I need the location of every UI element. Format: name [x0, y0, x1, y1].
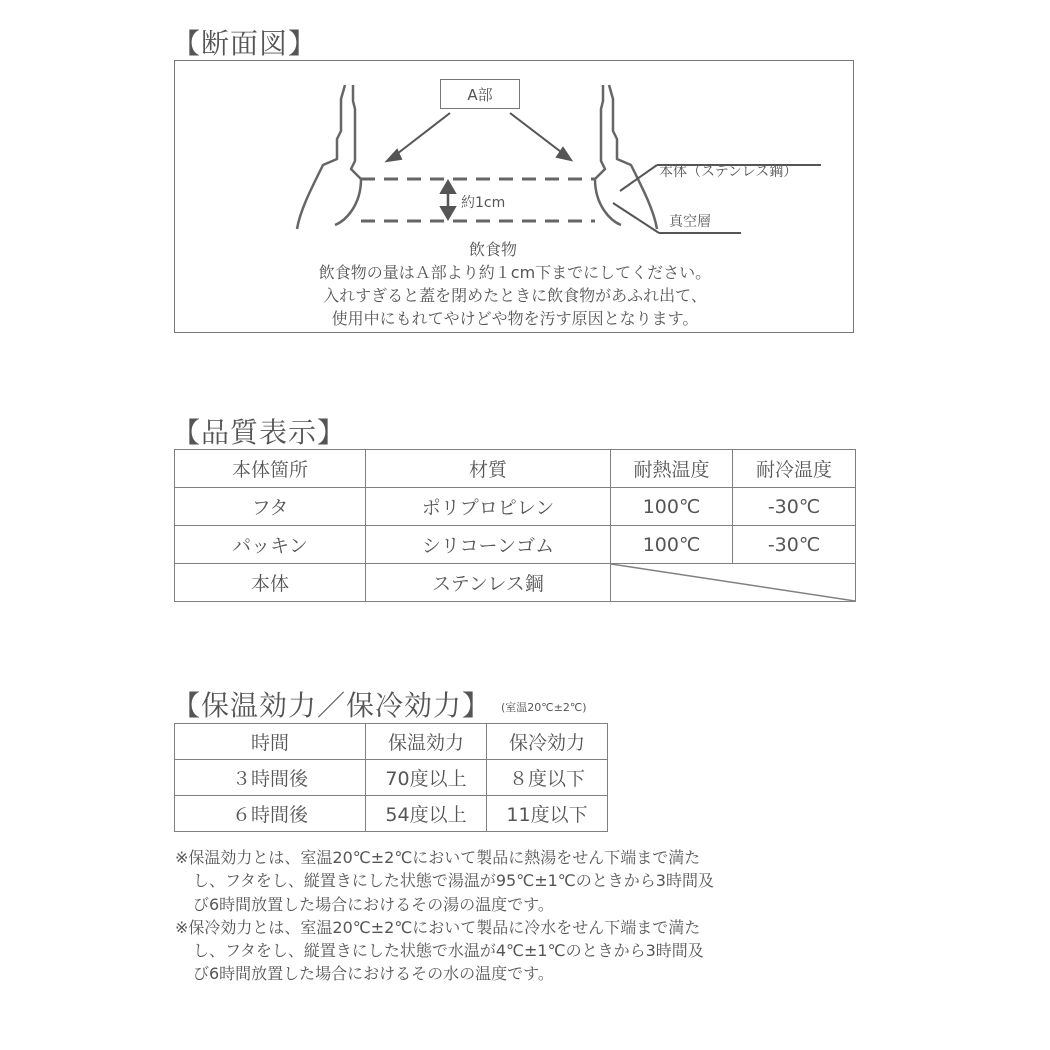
header-part: 本体箇所	[175, 450, 366, 488]
quality-table	[174, 449, 856, 602]
header-heat-resistance: 耐熱温度	[611, 450, 733, 488]
cell-part: 本体	[175, 564, 366, 602]
instruction-line-3: 使用中にもれてやけどや物を汚す原因となります。	[331, 309, 699, 328]
cross-section-title: 【断面図】	[172, 27, 318, 60]
insulation-title-text: 【保温効力／保冷効力】	[172, 689, 492, 722]
footnotes	[175, 846, 865, 986]
table-header-row	[175, 724, 608, 760]
insulation-table	[174, 723, 608, 832]
cell-heat: 100℃	[611, 526, 733, 564]
note-line: ※保温効力とは、室温20℃±2℃において製品に熱湯をせん下端まで満た	[175, 848, 701, 867]
cell-not-applicable	[611, 564, 856, 602]
distance-label: 約1cm	[461, 195, 506, 211]
table-row	[175, 760, 608, 796]
cell-cold-retention: 11度以下	[487, 796, 608, 832]
note-line: び6時間放置した場合におけるその湯の温度です。	[193, 894, 554, 914]
left-wall-outer	[297, 85, 345, 229]
insulation-title	[172, 684, 587, 724]
instruction-line-2: 入れすぎると蓋を閉めたときに飲食物があふれ出て、	[323, 286, 707, 305]
up-arrow-head	[441, 181, 455, 193]
table-row	[175, 488, 856, 526]
cell-cold-retention: ８度以下	[487, 760, 608, 796]
table-row	[175, 796, 608, 832]
cell-heat-retention: 70度以上	[366, 760, 487, 796]
header-material: 材質	[366, 450, 611, 488]
cross-section-diagram	[174, 60, 854, 333]
quality-title: 【品質表示】	[172, 416, 347, 449]
cell-time: ３時間後	[175, 760, 366, 796]
cell-part: フタ	[175, 488, 366, 526]
note-line: し、フタをし、縦置きにした状態で湯温が95℃±1℃のときから3時間及	[193, 871, 714, 891]
diagonal-slash	[611, 564, 855, 601]
cell-part: パッキン	[175, 526, 366, 564]
cell-cold: -30℃	[733, 488, 856, 526]
table-row	[175, 526, 856, 564]
header-cold-resistance: 耐冷温度	[733, 450, 856, 488]
cell-time: ６時間後	[175, 796, 366, 832]
cell-material: シリコーンゴム	[366, 526, 611, 564]
a-part-label: A部	[440, 79, 520, 109]
note-line: び6時間放置した場合におけるその水の温度です。	[193, 964, 554, 984]
left-wall-inner	[335, 85, 361, 225]
note-line: し、フタをし、縦置きにした状態で水温が4℃±1℃のときから3時間及	[193, 941, 704, 961]
food-label: 飲食物	[468, 240, 517, 259]
header-heat-retention: 保温効力	[366, 724, 487, 760]
vacuum-layer-label: 真空層	[669, 214, 711, 230]
header-time: 時間	[175, 724, 366, 760]
table-row	[175, 564, 856, 602]
cell-heat-retention: 54度以上	[366, 796, 487, 832]
cell-material: ステンレス鋼	[366, 564, 611, 602]
cell-heat: 100℃	[611, 488, 733, 526]
body-material-label: 本体（ステンレス鋼）	[659, 164, 798, 180]
room-temp-note: (室温20℃±2℃)	[501, 701, 587, 714]
header-cold-retention: 保冷効力	[487, 724, 608, 760]
note-line: ※保冷効力とは、室温20℃±2℃において製品に冷水をせん下端まで満た	[175, 917, 701, 937]
down-arrow-head	[441, 207, 455, 219]
right-wall-outer	[609, 85, 657, 229]
cell-cold: -30℃	[733, 526, 856, 564]
cell-material: ポリプロピレン	[366, 488, 611, 526]
table-header-row	[175, 450, 856, 488]
instruction-line-1: 飲食物の量はＡ部より約１cm下までにしてください。	[318, 263, 712, 282]
